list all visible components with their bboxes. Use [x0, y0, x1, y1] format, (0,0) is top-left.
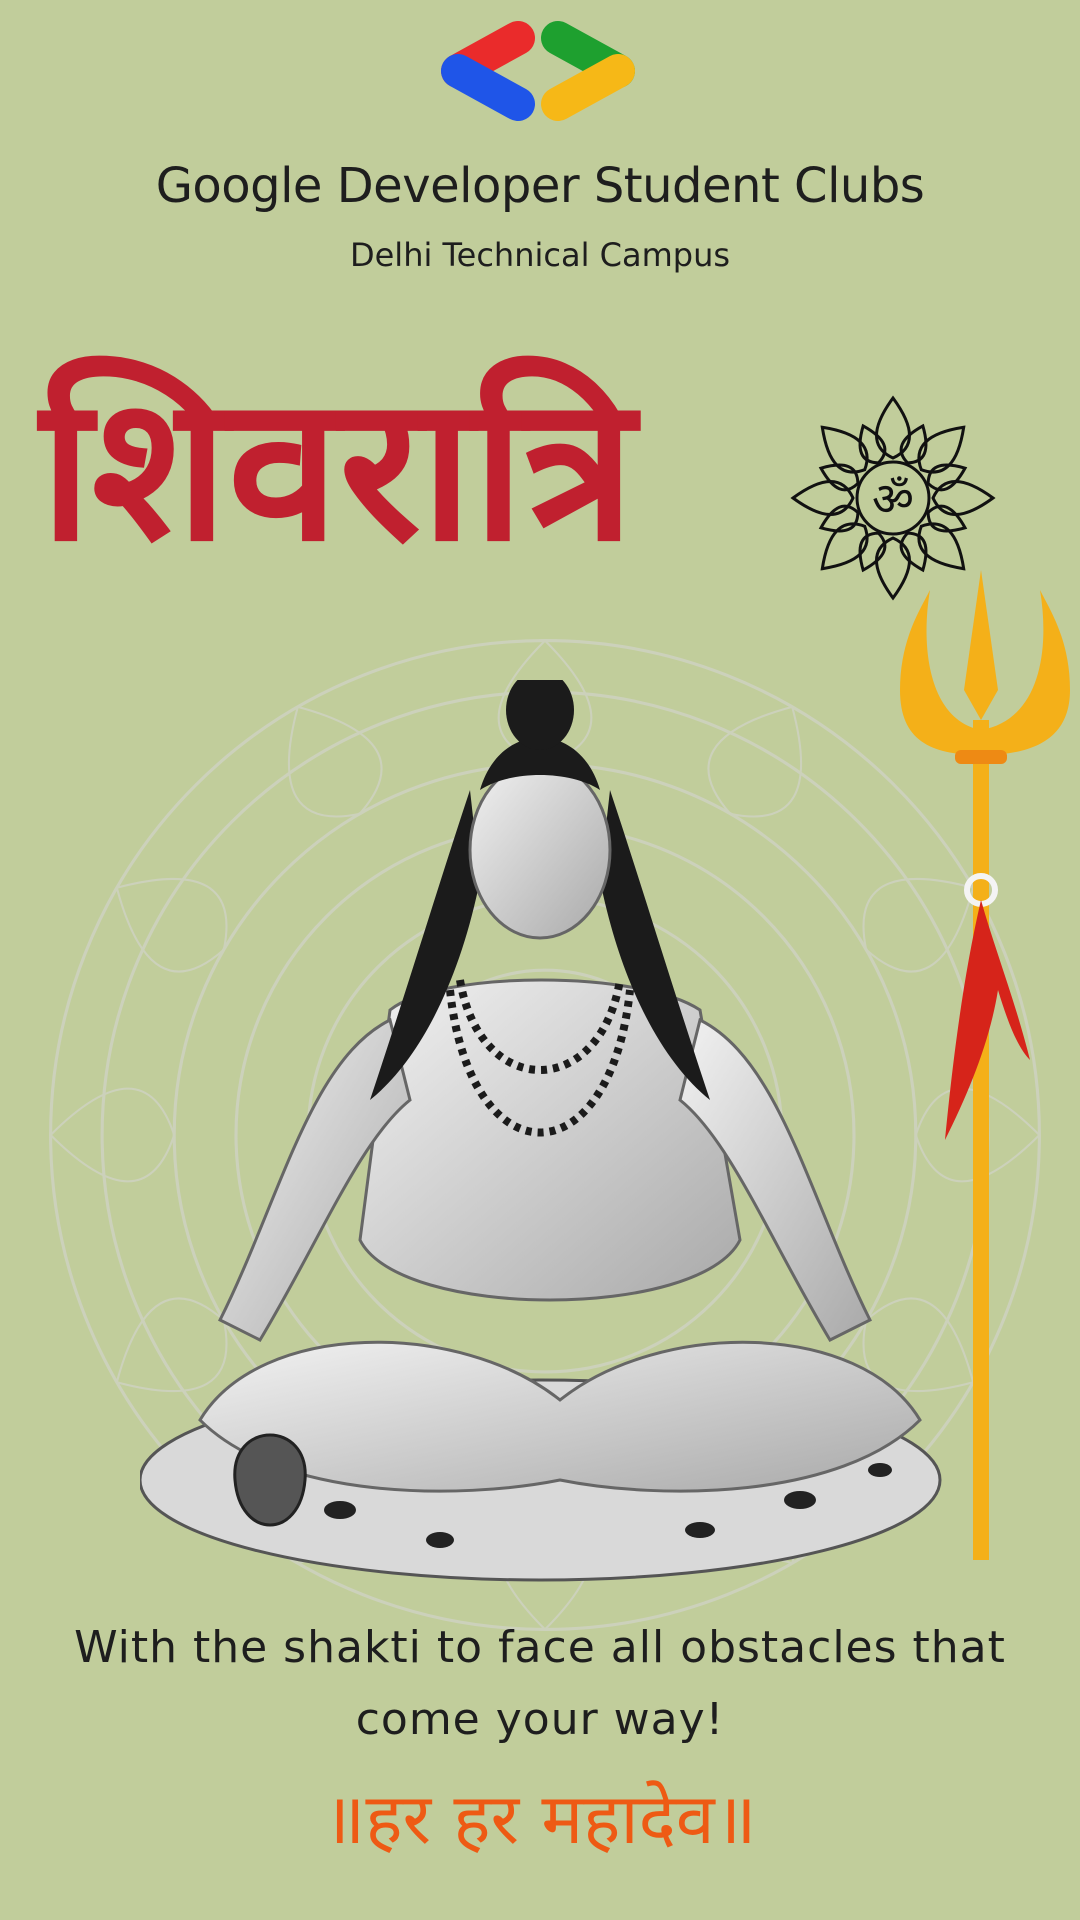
campus-name: Delhi Technical Campus [349, 236, 731, 274]
chant-text: ॥हर हर महादेव॥ [323, 1778, 757, 1860]
org-name: Google Developer Student Clubs [155, 158, 925, 214]
om-symbol: ॐ [872, 472, 914, 526]
poster-title: शिवरात्रि [40, 353, 635, 586]
tagline: With the shakti to face all obstacles that come your way! [74, 1622, 1006, 1745]
shiva-figure-illustration [140, 680, 980, 1590]
trishul-icon [890, 570, 1080, 1560]
gdsc-logo-icon [428, 16, 648, 126]
